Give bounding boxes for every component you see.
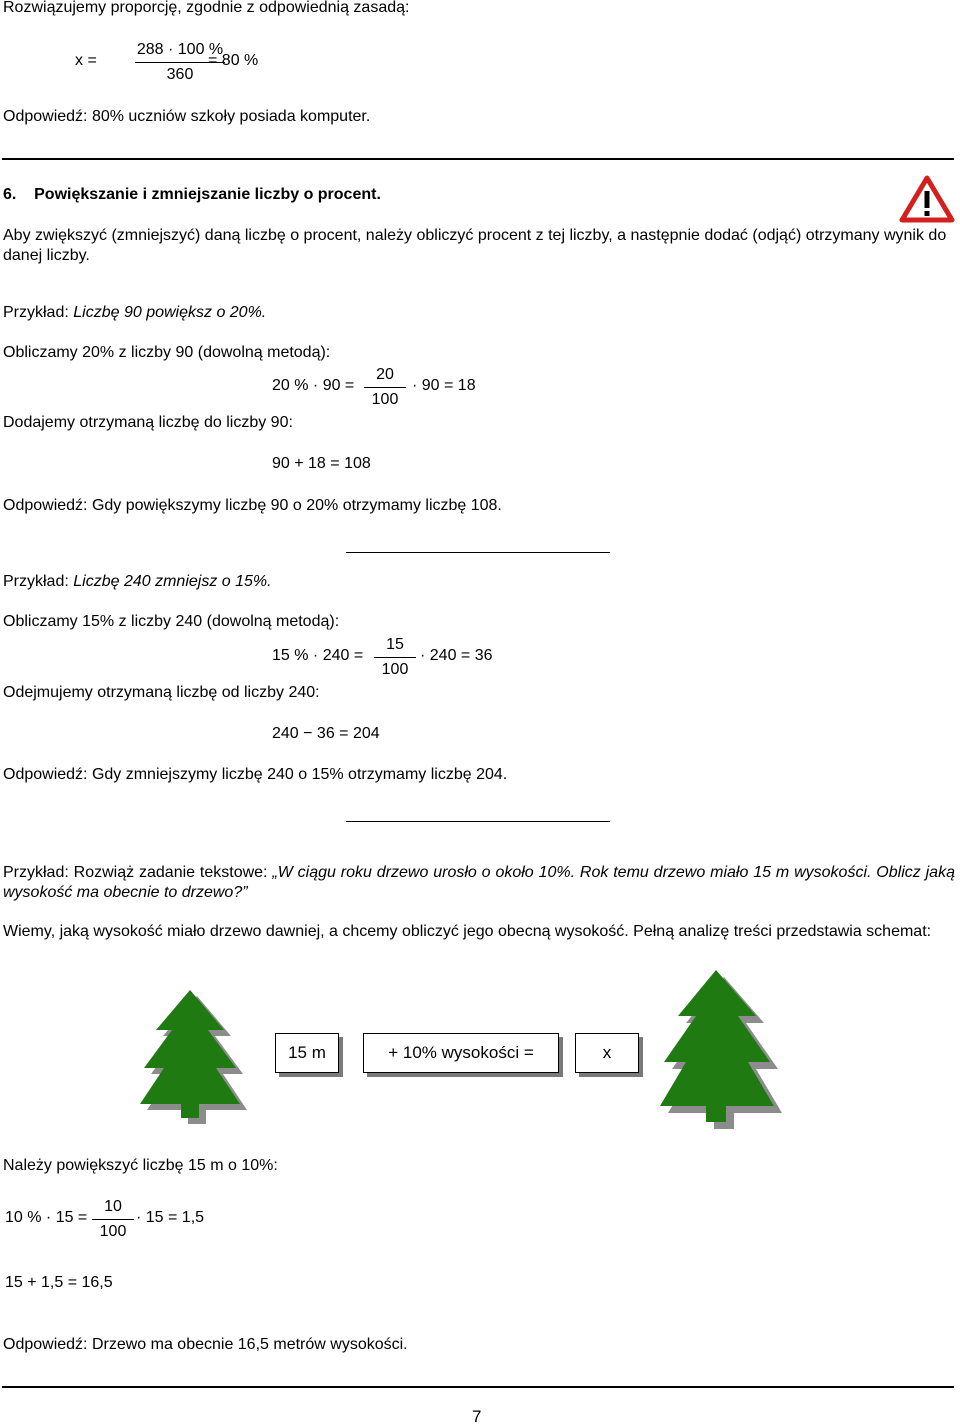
example-2-answer: Odpowiedź: Gdy zmniejszymy liczbę 240 o 15% otrzymamy liczbę 204.	[3, 766, 508, 783]
example-task: Liczbę 90 powiększ o 20%.	[73, 304, 267, 321]
example-1-calc-rhs: · 90 = 18	[412, 377, 476, 394]
example-3-calc-rhs: · 15 = 1,5	[136, 1209, 205, 1226]
fraction-bar	[374, 657, 416, 658]
warning-triangle-icon	[899, 175, 955, 223]
example-1-fraction	[364, 365, 406, 410]
rule-text: Aby zwiększyć (zmniejszyć) daną liczbę o procent, należy obliczyć procent z tej liczby, a następnie dodać (odjąć) otrzymany wynik do danej liczby.	[3, 227, 947, 264]
eq1-lhs: x =	[75, 52, 97, 69]
example-2-step2: Odejmujemy otrzymaną liczbę od liczby 240:	[3, 684, 320, 701]
section-divider	[2, 158, 954, 160]
example-3-fraction	[92, 1197, 134, 1242]
diagram-box-result: x	[575, 1033, 639, 1073]
example-2-diff: 240 − 36 = 204	[272, 725, 380, 742]
tree-icon	[660, 970, 788, 1132]
eq1-numerator: 288 · 100 %	[136, 41, 224, 58]
example-1-heading	[3, 304, 266, 322]
diagram-box-height: 15 m	[275, 1033, 339, 1073]
example-1-answer: Odpowiedź: Gdy powiększymy liczbę 90 o 20% otrzymamy liczbę 108.	[3, 497, 502, 514]
tree-icon	[140, 990, 254, 1126]
example-3-step: Należy powiększyć liczbę 15 m o 10%:	[3, 1157, 278, 1174]
example-2-step1: Obliczamy 15% z liczby 240 (dowolną metodą):	[3, 613, 340, 630]
example-task: „W ciągu roku drzewo urosło o około 10%. Rok temu drzewo miało 15 m wysokości. Oblicz jaką wysokość ma obecnie to drzewo?”	[3, 864, 955, 901]
example-3-answer: Odpowiedź: Drzewo ma obecnie 16,5 metrów wysokości.	[3, 1336, 408, 1353]
example-2-fraction	[374, 635, 416, 680]
example-1-sum: 90 + 18 = 108	[272, 455, 371, 472]
fraction-numerator: 20	[376, 366, 394, 383]
fraction-bar	[364, 387, 406, 388]
section-title: Powiększanie i zmniejszanie liczby o procent.	[34, 186, 381, 203]
fraction-bar	[92, 1219, 134, 1220]
answer-1: Odpowiedź: 80% uczniów szkoły posiada komputer.	[3, 108, 371, 125]
section-heading	[3, 186, 381, 204]
example-1-calc-lhs: 20 % · 90 =	[272, 377, 355, 394]
fraction-numerator: 15	[386, 636, 404, 653]
footer-divider	[2, 1386, 954, 1388]
example-2-heading	[3, 573, 272, 591]
example-2-calc-rhs: · 240 = 36	[420, 647, 493, 664]
example-label: Przykład: Rozwiąż zadanie tekstowe:	[3, 864, 268, 881]
example-1-step1: Obliczamy 20% z liczby 90 (dowolną metodą):	[3, 344, 331, 361]
separator-line	[346, 821, 610, 822]
example-1-step2: Dodajemy otrzymaną liczbę do liczby 90:	[3, 414, 293, 431]
eq1-rhs: = 80 %	[208, 52, 259, 69]
intro-text: Rozwiązujemy proporcję, zgodnie z odpowiednią zasadą:	[3, 0, 410, 16]
example-3-calc-lhs: 10 % · 15 =	[5, 1209, 88, 1226]
example-3-sum: 15 + 1,5 = 16,5	[5, 1274, 113, 1291]
example-task: Liczbę 240 zmniejsz o 15%.	[73, 573, 272, 590]
fraction-numerator: 10	[104, 1198, 122, 1215]
fraction-denominator: 100	[99, 1223, 127, 1240]
separator-line	[346, 552, 610, 553]
page-number: 7	[472, 1407, 482, 1426]
section-number: 6.	[3, 186, 17, 203]
example-label: Przykład:	[3, 573, 69, 590]
example-3-heading	[3, 863, 955, 903]
fraction-denominator: 100	[371, 391, 399, 408]
eq1-denominator: 360	[166, 66, 194, 83]
fraction-denominator: 100	[381, 661, 409, 678]
example-3-analysis: Wiemy, jaką wysokość miało drzewo dawniej, a chcemy obliczyć jego obecną wysokość. Pełną analizę treści przedstawia schemat:	[3, 923, 932, 940]
diagram-box-increase: + 10% wysokości =	[363, 1033, 559, 1073]
example-label: Przykład:	[3, 304, 69, 321]
example-2-calc-lhs: 15 % · 240 =	[272, 647, 364, 664]
